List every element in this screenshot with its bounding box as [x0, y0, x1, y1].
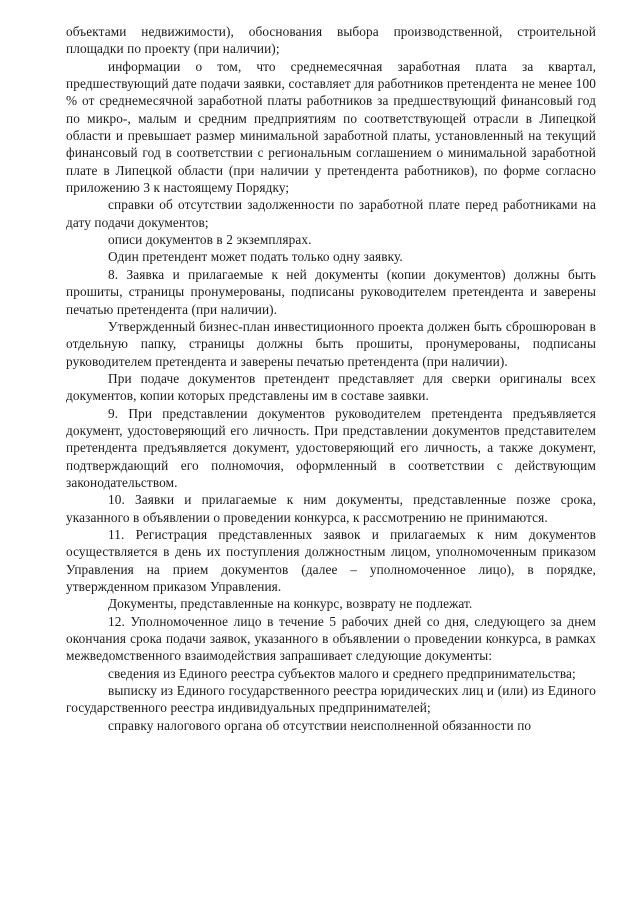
paragraph: сведения из Единого реестра субъектов малого и среднего предпринимательства; — [108, 665, 576, 681]
paragraph: 8. Заявка и прилагаемые к ней документы (копии документов) должны быть прошиты, страницы пронумерованы, подписаны руководителем претендента и заверены печатью претендента (при наличии). — [66, 266, 596, 317]
paragraph: справки об отсутствии задолженности по заработной плате перед работниками на дату подачи документов; — [66, 197, 596, 230]
paragraph: Утвержденный бизнес-план инвестиционного проекта должен быть сброшюрован в отдельную папку, страницы должны быть прошиты, пронумерованы, подписаны руководителем претендента и заверены печатью претендента (при наличии). — [66, 318, 596, 369]
paragraph: 9. При представлении документов руководителем претендента предъявляется документ, удостоверяющий его личность. При представлении документов представителем претендента предъявляется документ, удостоверяющий его личность, а также документ, подтверждающий его полномочия, оформленный в соответствии с действующим законодательством. — [66, 405, 596, 490]
paragraph: информации о том, что среднемесячная заработная плата за квартал, предшествующий дате подачи заявки, составляет для работников претендента не менее 100 % от среднемесячной заработной платы работников за предшествующий финансовый год по микро-, малым и средним предприятиям по соответствующей отрасли в Липецкой области и превышает размер минимальной заработной платы, установленный на текущий финансовый год в соответствии с региональным соглашением о минимальной заработной плате в Липецкой области (при наличии у претендента работников), по форме согласно приложению 3 к настоящему Порядку; — [66, 58, 596, 196]
paragraph: 12. Уполномоченное лицо в течение 5 рабочих дней со дня, следующего за днем окончания срока подачи заявок, указанного в объявлении о проведении конкурса, в рамках межведомственного взаимодействия запрашивает следующие документы: — [66, 613, 596, 664]
paragraph: Документы, представленные на конкурс, возврату не подлежат. — [108, 596, 473, 612]
paragraph: описи документов в 2 экземплярах. — [108, 232, 312, 248]
paragraph: При подаче документов претендент представляет для сверки оригиналы всех документов, копии которых представлены им в составе заявки. — [66, 370, 596, 404]
paragraph: 10. Заявки и прилагаемые к ним документы, представленные позже срока, указанного в объявлении о проведении конкурса, к рассмотрению не принимаются. — [66, 492, 596, 525]
paragraph: Один претендент может подать только одну заявку. — [108, 249, 403, 265]
paragraph: выписку из Единого государственного реестра юридических лиц и (или) из Единого государственного реестра индивидуальных предпринимателей; — [66, 683, 596, 716]
document-page — [66, 23, 596, 734]
paragraph: объектами недвижимости), обоснования выбора производственной, строительной площадки по проекту (при наличии); — [66, 24, 596, 57]
paragraph: справку налогового органа об отсутствии неисполненной обязанности по — [108, 717, 532, 733]
paragraph: 11. Регистрация представленных заявок и прилагаемых к ним документов осуществляется в день их поступления должностным лицом, уполномоченным приказом Управления на прием документов (далее – уполномоченное лицо), в порядке, утвержденном приказом Управления. — [66, 526, 596, 594]
